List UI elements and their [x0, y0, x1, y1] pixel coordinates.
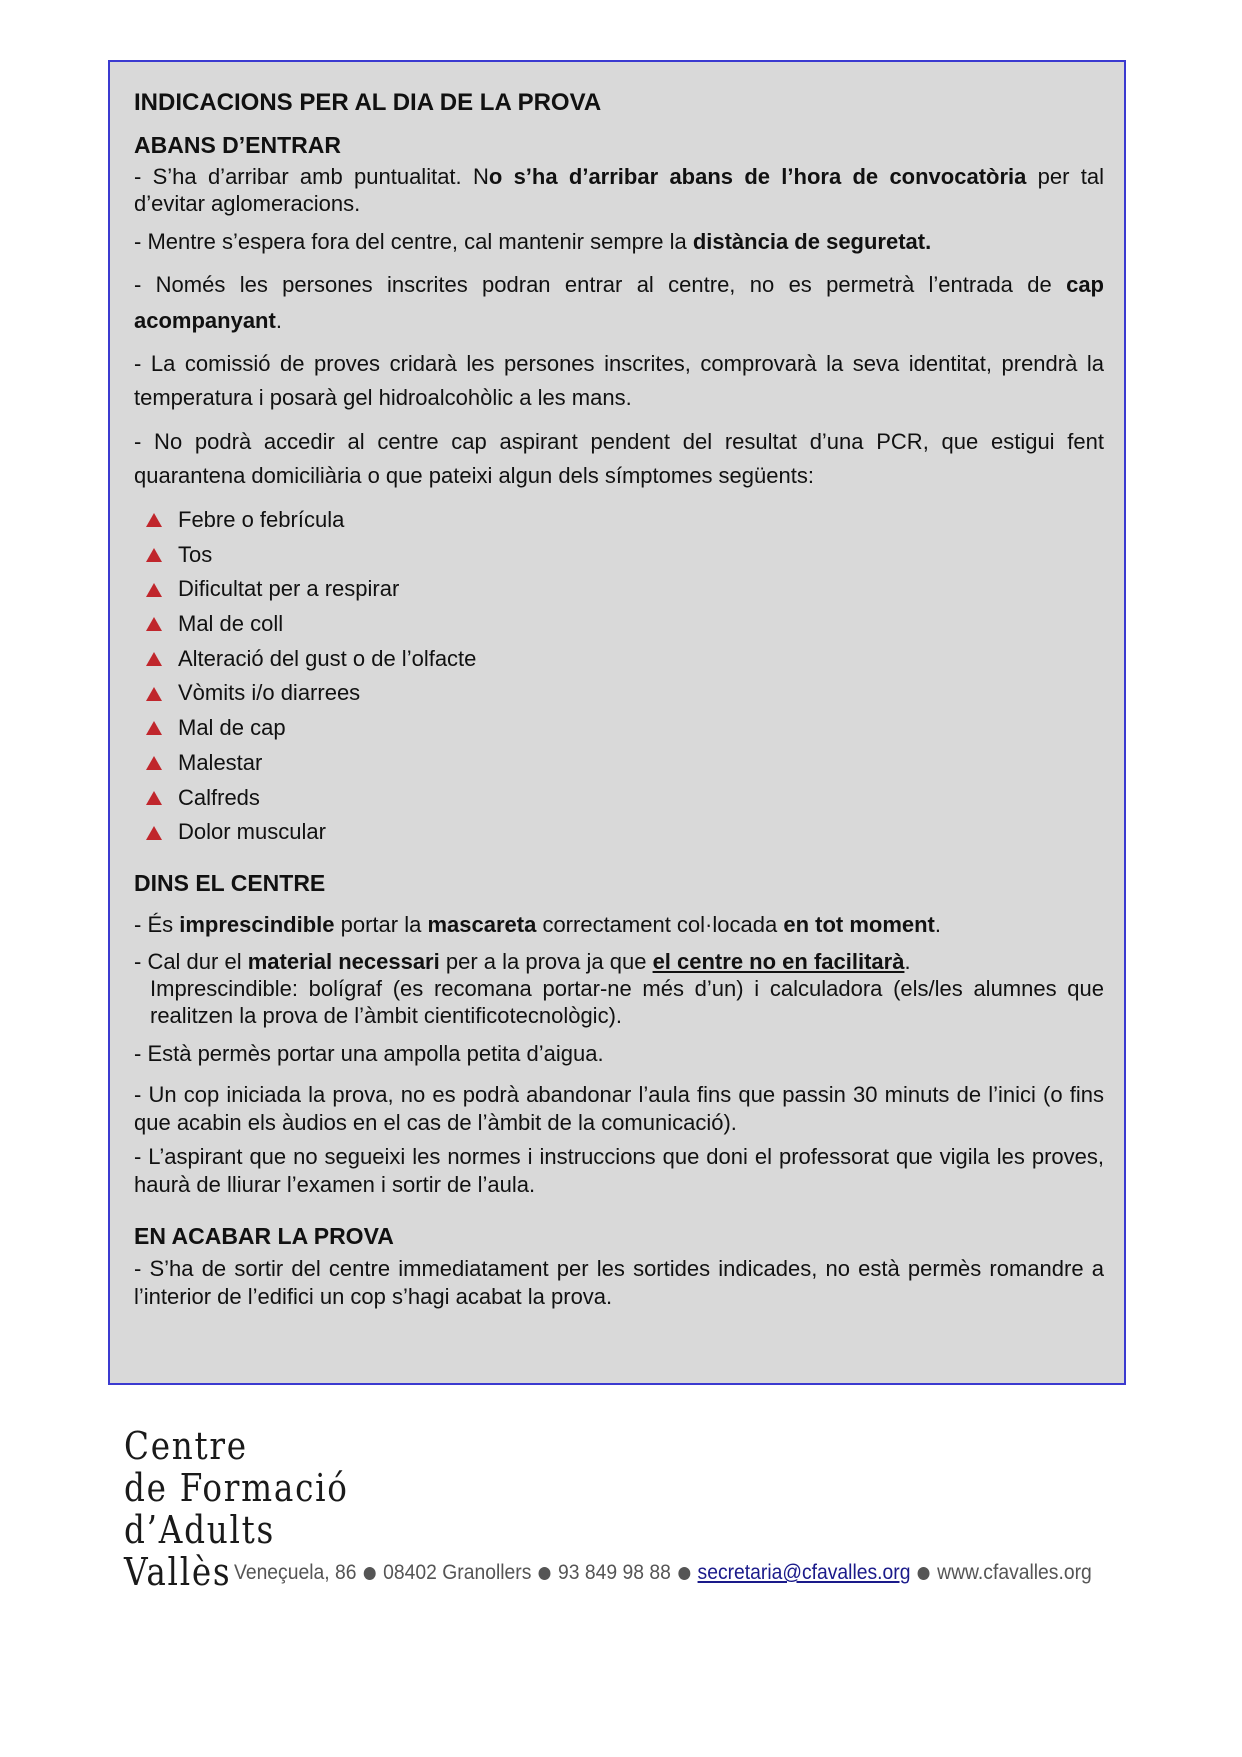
symptom-item: Vòmits i/o diarrees [134, 676, 1104, 711]
heading-acabar: EN ACABAR LA PROVA [134, 1222, 394, 1249]
red-triangle-icon [146, 721, 162, 735]
red-triangle-icon [146, 548, 162, 562]
heading-dins: DINS EL CENTRE [134, 869, 326, 896]
symptom-item: Mal de cap [134, 711, 1104, 746]
dins-paragraph-3: - Està permès portar una ampolla petita d’aigua. [134, 1040, 604, 1066]
abans-paragraph-4: - La comissió de proves cridarà les persones inscrites, comprovarà la seva identitat, prendrà la temperatura i posarà gel hidroalcohòlic a les mans. [134, 351, 1104, 410]
footer [124, 1425, 1134, 1600]
email-link[interactable]: secretaria@cfavalles.org [697, 1561, 911, 1584]
dins-paragraph-2: - Cal dur el material necessari per a la prova ja que el centre no en facilitarà. Imprescindible: bolígraf (es recomana portar-ne més d’un) i calculadora (els/les alumnes que realitzen la prova de l’àmbit cientificotecnològic). [134, 948, 1104, 1028]
red-triangle-icon [146, 687, 162, 701]
phone-number: 93 849 98 88 [558, 1561, 671, 1584]
acabar-paragraph-1: - S’ha de sortir del centre immediatament per les sortides indicades, no està permès romandre a l’interior de l’edifici un cop s’hagi acabat la prova. [134, 1255, 1104, 1309]
symptom-item: Tos [134, 538, 1104, 573]
dot-separator-icon [678, 1567, 690, 1580]
red-triangle-icon [146, 652, 162, 666]
red-triangle-icon [146, 756, 162, 770]
red-triangle-icon [146, 513, 162, 527]
symptom-item: Dolor muscular [134, 815, 1104, 850]
red-triangle-icon [146, 826, 162, 840]
dot-separator-icon [364, 1567, 376, 1580]
red-triangle-icon [146, 583, 162, 597]
dins-paragraph-4: - Un cop iniciada la prova, no es podrà abandonar l’aula fins que passin 30 minuts de l’inici (o fins que acabin els àudios en el cas de l’àmbit de la comunicació). [134, 1081, 1104, 1135]
symptom-item: Alteració del gust o de l’olfacte [134, 642, 1104, 677]
red-triangle-icon [146, 617, 162, 631]
dins-paragraph-5: - L’aspirant que no segueixi les normes i instruccions que doni el professorat que vigila les proves, haurà de lliurar l’examen i sortir de l’aula. [134, 1143, 1104, 1197]
abans-paragraph-5: - No podrà accedir al centre cap aspirant pendent del resultat d’una PCR, que estigui fent quarantena domiciliària o que pateixi algun dels símptomes següents: [134, 429, 1104, 488]
dot-separator-icon [539, 1567, 551, 1580]
symptom-item: Calfreds [134, 781, 1104, 816]
abans-paragraph-2: - Mentre s’espera fora del centre, cal mantenir sempre la distància de seguretat. [134, 229, 932, 254]
symptom-item: Dificultat per a respirar [134, 572, 1104, 607]
symptom-list [134, 503, 1104, 850]
page-title: INDICACIONS PER AL DIA DE LA PROVA [134, 89, 602, 116]
dins-paragraph-1: - És imprescindible portar la mascareta correctament col·locada en tot moment. [134, 911, 942, 937]
dot-separator-icon [918, 1567, 930, 1580]
contact-line [234, 1561, 1092, 1585]
symptom-item: Mal de coll [134, 607, 1104, 642]
instructions-box [108, 60, 1126, 1385]
heading-abans: ABANS D’ENTRAR [134, 132, 341, 158]
organization-logo: Centre de Formació d’Adults Vallès [124, 1424, 349, 1594]
abans-paragraph-1: - S’ha d’arribar amb puntualitat. No s’ha d’arribar abans de l’hora de convocatòria per tal d’evitar aglomeracions. [134, 164, 1104, 216]
address: Veneçuela, 86 [234, 1561, 357, 1584]
symptom-item: Malestar [134, 746, 1104, 781]
symptom-item: Febre o febrícula [134, 503, 1104, 538]
postal-city: 08402 Granollers [383, 1561, 532, 1584]
website: www.cfavalles.org [937, 1561, 1092, 1584]
red-triangle-icon [146, 791, 162, 805]
abans-paragraph-3: - Només les persones inscrites podran entrar al centre, no es permetrà l’entrada de cap acompanyant. [134, 272, 1104, 333]
